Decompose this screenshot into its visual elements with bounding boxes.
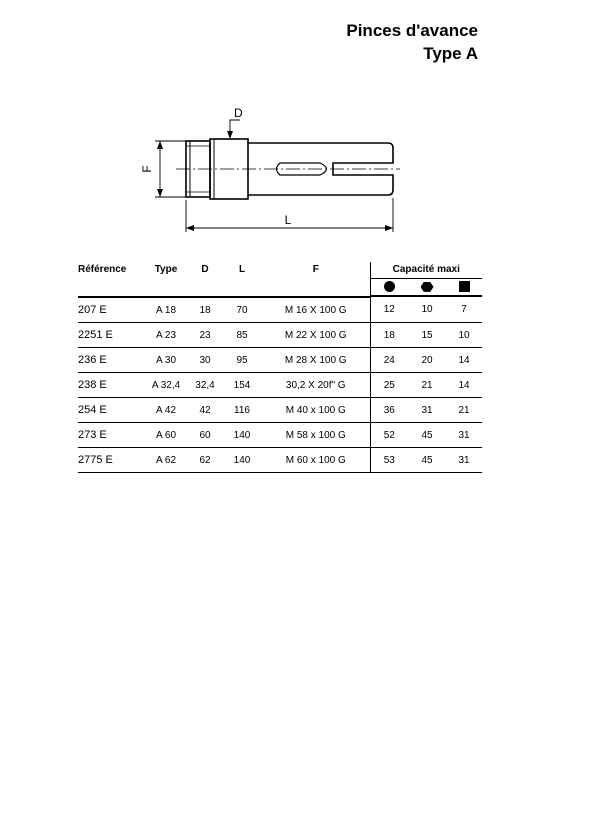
- cell-type: A 23: [144, 323, 188, 348]
- cell-round: 18: [370, 323, 408, 348]
- cell-d: 23: [188, 323, 222, 348]
- cell-l: 116: [222, 398, 262, 423]
- collet-drawing: [0, 0, 600, 260]
- cell-d: 18: [188, 297, 222, 323]
- cell-l: 85: [222, 323, 262, 348]
- page-subtitle: Type A: [423, 44, 478, 63]
- cell-type: A 42: [144, 398, 188, 423]
- table-row: [78, 323, 482, 348]
- cell-l: 154: [222, 373, 262, 398]
- header-f: F: [312, 264, 319, 275]
- cell-square: 14: [446, 348, 482, 373]
- cell-round: 53: [370, 448, 408, 473]
- cell-ref: 238 E: [78, 373, 144, 398]
- cell-square: 7: [446, 297, 482, 323]
- cell-f: M 40 x 100 G: [262, 398, 370, 423]
- cell-d: 62: [188, 448, 222, 473]
- cell-d: 30: [188, 348, 222, 373]
- header-reference: Référence: [78, 264, 127, 275]
- cell-f: 30,2 X 20f" G: [262, 373, 370, 398]
- cell-l: 140: [222, 423, 262, 448]
- cell-d: 32,4: [188, 373, 222, 398]
- header-d: D: [201, 264, 209, 275]
- cell-ref: 273 E: [78, 423, 144, 448]
- dimension-label-d: D: [234, 106, 243, 120]
- cell-l: 95: [222, 348, 262, 373]
- cell-round: 25: [370, 373, 408, 398]
- cell-hex: 31: [408, 398, 446, 423]
- cell-square: 14: [446, 373, 482, 398]
- cell-hex: 10: [408, 297, 446, 323]
- cell-round: 36: [370, 398, 408, 423]
- cell-hex: 20: [408, 348, 446, 373]
- header-capacite: Capacité maxi: [370, 262, 482, 279]
- table-row: [78, 297, 482, 323]
- cell-l: 70: [222, 297, 262, 323]
- cell-hex: 21: [408, 373, 446, 398]
- table-row: [78, 348, 482, 373]
- table-row: [78, 423, 482, 448]
- cell-type: A 62: [144, 448, 188, 473]
- header-type: Type: [154, 264, 178, 275]
- cell-d: 60: [188, 423, 222, 448]
- dimension-label-l: L: [284, 213, 292, 227]
- table-row: [78, 448, 482, 473]
- cell-type: A 60: [144, 423, 188, 448]
- cell-ref: 2251 E: [78, 323, 144, 348]
- cell-f: M 16 X 100 G: [262, 297, 370, 323]
- cell-type: A 18: [144, 297, 188, 323]
- cell-type: A 32,4: [144, 373, 188, 398]
- cell-f: M 22 X 100 G: [262, 323, 370, 348]
- page-title: Pinces d'avance: [346, 21, 478, 40]
- cell-type: A 30: [144, 348, 188, 373]
- cell-ref: 2775 E: [78, 448, 144, 473]
- table-row: [78, 398, 482, 423]
- cell-round: 52: [370, 423, 408, 448]
- hexagon-icon: [421, 281, 434, 292]
- cell-l: 140: [222, 448, 262, 473]
- cell-square: 31: [446, 423, 482, 448]
- cell-round: 24: [370, 348, 408, 373]
- header-l: L: [238, 264, 246, 275]
- cell-square: 21: [446, 398, 482, 423]
- cell-ref: 254 E: [78, 398, 144, 423]
- cell-round: 12: [370, 297, 408, 323]
- cell-f: M 28 X 100 G: [262, 348, 370, 373]
- dimension-label-f: F: [140, 165, 154, 173]
- cell-d: 42: [188, 398, 222, 423]
- cell-f: M 58 x 100 G: [262, 423, 370, 448]
- collet-spec-table: [78, 262, 482, 473]
- cell-hex: 45: [408, 448, 446, 473]
- square-icon: [459, 281, 470, 292]
- table-row: [78, 373, 482, 398]
- cell-square: 31: [446, 448, 482, 473]
- cell-ref: 236 E: [78, 348, 144, 373]
- circle-icon: [384, 281, 395, 292]
- cell-hex: 45: [408, 423, 446, 448]
- cell-hex: 15: [408, 323, 446, 348]
- cell-square: 10: [446, 323, 482, 348]
- cell-f: M 60 x 100 G: [262, 448, 370, 473]
- cell-ref: 207 E: [78, 297, 144, 323]
